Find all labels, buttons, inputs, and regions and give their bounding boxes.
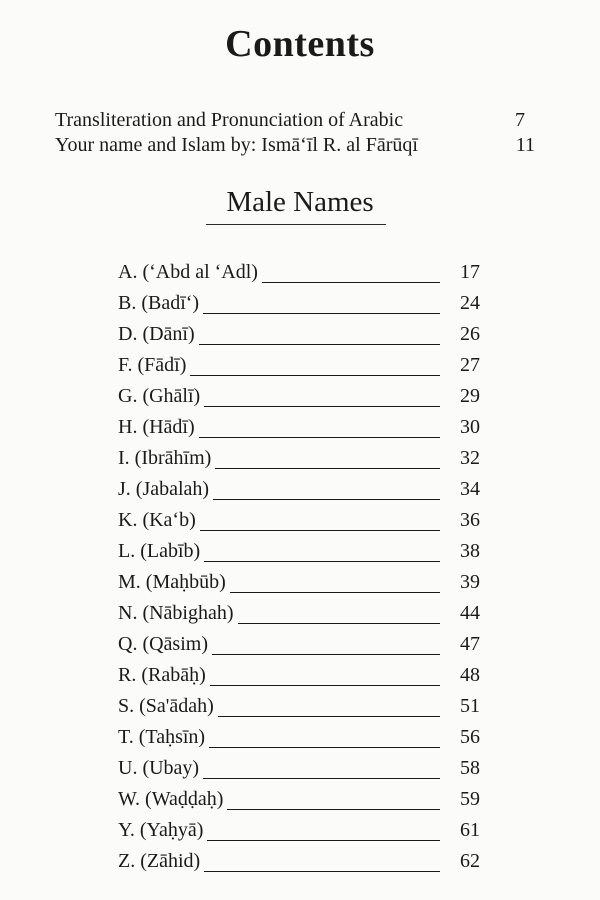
toc-entry-label: F. (Fādī): [118, 354, 190, 376]
toc-row[interactable]: [118, 630, 486, 661]
toc-page-number: 7: [515, 109, 525, 131]
toc-row[interactable]: [118, 785, 486, 816]
toc-row[interactable]: [118, 351, 486, 382]
toc-row[interactable]: [118, 847, 486, 878]
toc-entry-label: D. (Dānī): [118, 323, 199, 345]
toc-entry-label: R. (Rabāḥ): [118, 664, 210, 686]
toc-entry-label: I. (Ibrāhīm): [118, 447, 215, 469]
toc-row[interactable]: [118, 289, 486, 320]
toc-page-number: 29: [460, 385, 480, 407]
section-heading: Male Names: [226, 186, 374, 218]
toc-entry-title: Transliteration and Pronunciation of Arabic: [55, 109, 404, 131]
toc-page-number: 26: [460, 323, 480, 345]
toc-row[interactable]: [118, 413, 486, 444]
toc-row[interactable]: [118, 506, 486, 537]
toc-page-number: 59: [460, 788, 480, 810]
toc-page-number: 56: [460, 726, 480, 748]
toc-entry-label: N. (Nābighah): [118, 602, 238, 624]
toc-entry-label: Z. (Zāhid): [118, 850, 204, 872]
toc-entry-label: L. (Labīb): [118, 540, 204, 562]
toc-entry-label: A. (‘Abd al ‘Adl): [118, 261, 262, 283]
toc-page-number: 17: [460, 261, 480, 283]
toc-page-number: 34: [460, 478, 480, 500]
toc-row[interactable]: [118, 816, 486, 847]
toc-page-number: 61: [460, 819, 480, 841]
toc-row[interactable]: [118, 723, 486, 754]
toc-entry-label: J. (Jabalah): [118, 478, 213, 500]
toc-page-number: 47: [460, 633, 480, 655]
toc-entry-title: Your name and Islam by: Ismā‘īl R. al Fārūqī: [55, 134, 418, 156]
toc-page-number: 62: [460, 850, 480, 872]
toc-row[interactable]: [118, 661, 486, 692]
toc-row[interactable]: [118, 599, 486, 630]
toc-page-number: 32: [460, 447, 480, 469]
toc-entry-label: G. (Ghālī): [118, 385, 204, 407]
toc-entry-label: S. (Sa'ādah): [118, 695, 218, 717]
toc-row[interactable]: [118, 320, 486, 351]
toc-page-number: 30: [460, 416, 480, 438]
toc-row[interactable]: [118, 692, 486, 723]
toc-page-number: 44: [460, 602, 480, 624]
toc-entry-label: T. (Taḥsīn): [118, 726, 209, 748]
toc-page-number: 11: [515, 134, 535, 156]
toc-row[interactable]: [118, 382, 486, 413]
toc-page-number: 51: [460, 695, 480, 717]
toc-row[interactable]: [118, 568, 486, 599]
toc-entry-label: Y. (Yaḥyā): [118, 819, 207, 841]
toc-page-number: 27: [460, 354, 480, 376]
toc-page-number: 48: [460, 664, 480, 686]
toc-page-number: 24: [460, 292, 480, 314]
toc-entry-label: B. (Badī‘): [118, 292, 203, 314]
toc-page-number: 38: [460, 540, 480, 562]
toc-page-number: 36: [460, 509, 480, 531]
toc-entry-label: Q. (Qāsim): [118, 633, 212, 655]
toc-row[interactable]: [118, 444, 486, 475]
toc-entry-label: U. (Ubay): [118, 757, 203, 779]
toc-row[interactable]: [118, 475, 486, 506]
toc-entry-label: K. (Ka‘b): [118, 509, 200, 531]
toc-entry-label: M. (Maḥbūb): [118, 571, 230, 593]
section-heading-underline: [206, 224, 386, 225]
names-list: [118, 258, 486, 878]
toc-page-number: 39: [460, 571, 480, 593]
toc-page-number: 58: [460, 757, 480, 779]
toc-entry-label: H. (Hādī): [118, 416, 199, 438]
toc-row[interactable]: [118, 754, 486, 785]
toc-entry-label: W. (Waḍḍaḥ): [118, 788, 227, 810]
toc-row[interactable]: [118, 537, 486, 568]
page-title: Contents: [225, 23, 375, 65]
toc-row[interactable]: [118, 258, 486, 289]
